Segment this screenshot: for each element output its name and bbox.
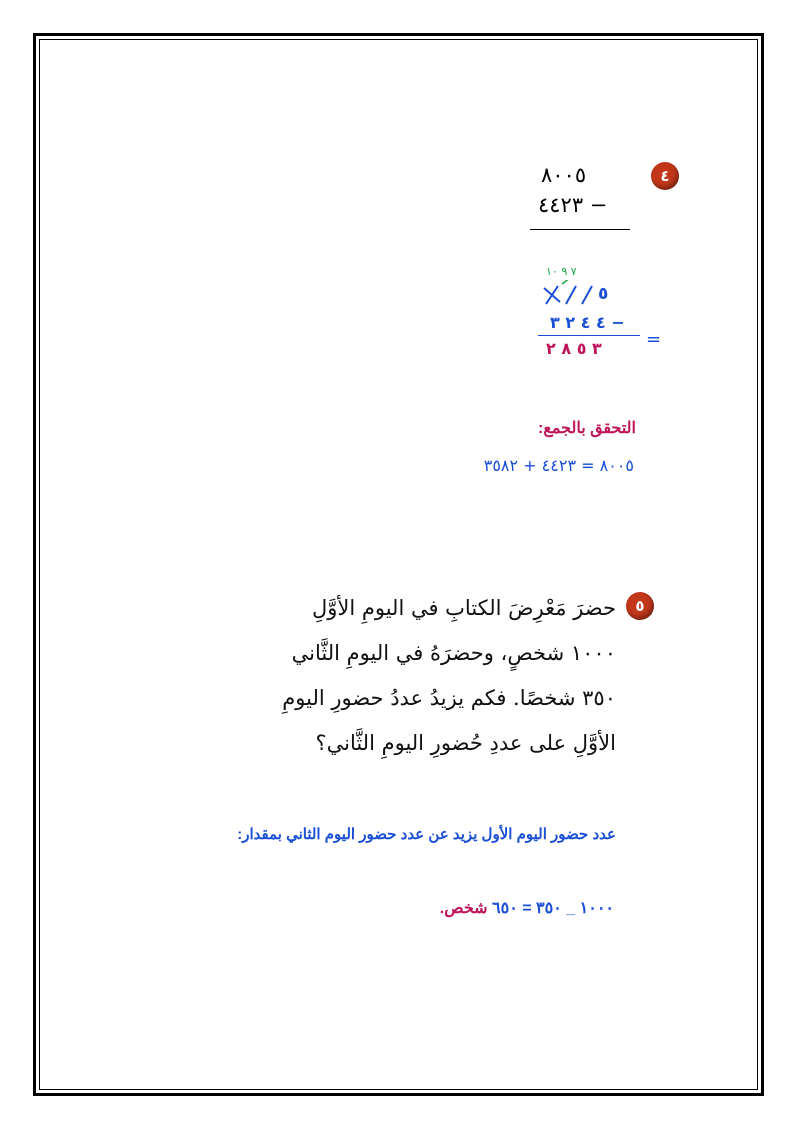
q4-crossed-last-digit: ٥ [598,284,609,304]
question-4-badge: ٤ [651,162,679,190]
q4-subtrahend: ٤٤٢٣ − [538,193,608,217]
q5-answer-unit: شخص. [439,900,493,917]
verification-equation: ٨٠٠٥ = ٤٤٢٣ + ٣٥٨٢ [483,456,634,475]
q4-divider [530,229,630,230]
cross-stroke [544,288,560,302]
question-5-badge: ٥ [626,592,654,620]
verification-title: التحقق بالجمع: [538,420,636,437]
q5-line: ٣٥٠ شخصًا. فكم يزيدُ عددُ حضورِ اليومِ [282,686,616,710]
q5-line: ١٠٠٠ شخصٍ، وحضرَهُ في اليومِ الثَّاني [291,641,616,665]
q5-line: حضرَ مَعْرِضَ الكتابِ في اليومِ الأوَّلِ [311,596,616,620]
q4-result-row: ٣ ٥ ٨ ٢ [546,339,602,358]
q5-answer-text: عدد حضور اليوم الأول يزيد عن عدد حضور اليوم الثاني بمقدار: [237,826,616,843]
cross-stroke [566,286,576,304]
q5-problem-text [216,586,616,766]
q4-equals-sign: = [646,329,662,350]
q5-line: الأوَّلِ على عددِ حُضورِ اليومِ الثَّاني؟ [315,731,616,755]
q4-sub-row: ٤ ٤ ٢ ٣ − [550,313,625,332]
cross-stroke [562,280,570,284]
q4-borrow-digits: ٧ ٩ ١٠ [546,265,577,278]
q4-minuend: ٨٠٠٥ [541,163,587,187]
q5-answer-expression: ١٠٠٠ _ ٣٥٠ = ٦٥٠ [492,900,614,917]
q5-answer-equation [440,898,614,918]
q4-crossed-row [540,280,620,314]
page-border-inner [39,39,758,1090]
q4-work-divider [538,335,640,336]
cross-stroke [582,286,592,304]
